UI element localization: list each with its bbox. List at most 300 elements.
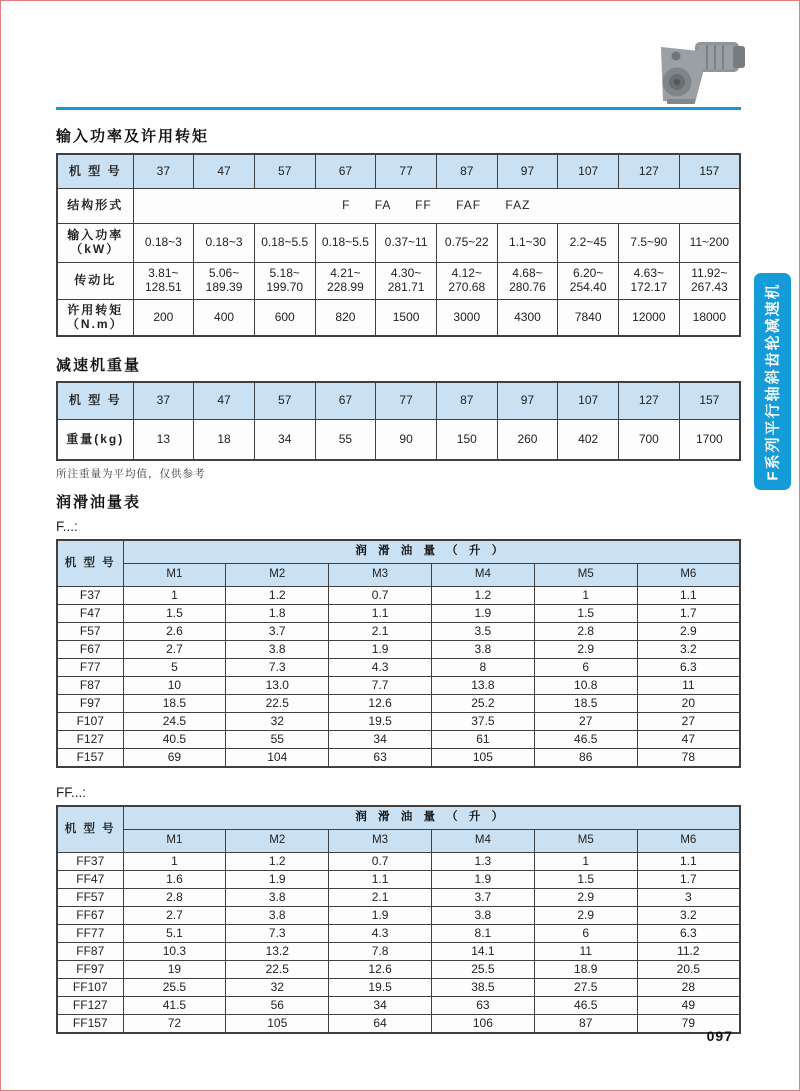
weight-value-cell: 260 [497,420,558,461]
ratio-value-cell [254,263,315,300]
page-content [56,107,741,1034]
torque-value-cell: 12000 [619,300,680,337]
oil-value-cell: 47 [637,731,740,749]
oil-value-cell: 19.5 [329,979,432,997]
weight-value-cell: 90 [376,420,437,461]
table-row [57,605,740,623]
table-row [57,623,740,641]
model-number-cell: 77 [376,382,437,420]
oil-value-cell: 7.8 [329,943,432,961]
oil-value-cell: 2.9 [534,889,637,907]
model-cell: F107 [57,713,123,731]
oil-value-cell: 2.9 [637,623,740,641]
model-cell: F87 [57,677,123,695]
oil-value-cell: 61 [431,731,534,749]
table-row-ratio [57,263,740,300]
oil-value-cell: 1.3 [431,853,534,871]
oil-value-cell: 22.5 [226,695,329,713]
oil-value-cell: 105 [226,1015,329,1034]
oil-value-cell: 79 [637,1015,740,1034]
oil-value-cell: 1.2 [226,853,329,871]
m-header-cell: M1 [123,564,226,587]
ratio-value-cell [133,263,194,300]
oil-value-cell: 7.3 [226,925,329,943]
oil-value-cell: 1.5 [534,605,637,623]
table-row-weight [57,420,740,461]
model-number-cell: 87 [436,154,497,189]
model-cell: FF37 [57,853,123,871]
torque-value-cell: 200 [133,300,194,337]
page-number: 097 [706,1028,733,1044]
oil-value-cell: 3.7 [431,889,534,907]
power-value-cell: 1.1~30 [497,224,558,263]
ff-series-label: FF...: [56,785,86,800]
oil-value-cell: 27 [637,713,740,731]
section-title-power-torque: 输入功率及许用转矩 [56,128,210,145]
model-number-cell: 97 [497,154,558,189]
table-row [57,731,740,749]
table-row-m-headers [57,830,740,853]
model-cell: F77 [57,659,123,677]
oil-value-cell: 2.6 [123,623,226,641]
model-number-cell: 47 [194,382,255,420]
oil-value-cell: 3.8 [431,907,534,925]
table-row [57,925,740,943]
weight-value-cell: 18 [194,420,255,461]
model-header-cell: 机 型 号 [57,382,133,420]
oil-value-cell: 20.5 [637,961,740,979]
oil-value-cell: 34 [329,731,432,749]
oil-value-cell: 12.6 [329,695,432,713]
model-cell: FF87 [57,943,123,961]
model-cell: FF67 [57,907,123,925]
table-row-oil-header [57,540,740,564]
ff-oil-table [56,805,741,1034]
model-cell: F47 [57,605,123,623]
oil-value-cell: 3.5 [431,623,534,641]
oil-value-cell: 2.7 [123,641,226,659]
oil-value-cell: 18.9 [534,961,637,979]
cell-line: （N.m） [66,316,124,331]
header-divider-line [56,107,741,110]
oil-value-cell: 25.2 [431,695,534,713]
oil-value-cell: 37.5 [431,713,534,731]
oil-value-cell: 1.1 [637,853,740,871]
oil-value-cell: 1.1 [329,871,432,889]
oil-value-cell: 13.2 [226,943,329,961]
model-header-cell: 机 型 号 [57,540,123,587]
oil-value-cell: 18.5 [534,695,637,713]
model-number-cell: 157 [679,154,740,189]
oil-value-cell: 1.7 [637,871,740,889]
torque-value-cell: 400 [194,300,255,337]
torque-value-cell: 600 [254,300,315,337]
model-number-cell: 37 [133,154,194,189]
oil-value-cell: 13.0 [226,677,329,695]
model-number-cell: 107 [558,382,619,420]
cell-line: 267.43 [690,280,728,294]
structure-value-cell: F FA FF FAF FAZ [133,189,740,224]
oil-value-cell: 6.3 [637,925,740,943]
oil-value-cell: 34 [329,997,432,1015]
power-value-cell: 11~200 [679,224,740,263]
power-torque-table-body [57,154,740,336]
table-row [57,659,740,677]
cell-line: 许用转矩 [67,302,124,317]
oil-value-cell: 2.1 [329,889,432,907]
gear-reducer-product-image [651,35,749,107]
oil-value-cell: 41.5 [123,997,226,1015]
oil-value-cell: 106 [431,1015,534,1034]
oil-value-cell: 18.5 [123,695,226,713]
torque-value-cell: 3000 [436,300,497,337]
model-header-cell: 机 型 号 [57,154,133,189]
m-header-cell: M6 [637,830,740,853]
power-value-cell: 0.75~22 [436,224,497,263]
model-cell: FF57 [57,889,123,907]
table-row-oil-header [57,806,740,830]
model-number-cell: 57 [254,382,315,420]
model-cell: F97 [57,695,123,713]
oil-value-cell: 3.2 [637,641,740,659]
oil-value-cell: 1.5 [123,605,226,623]
table-row [57,943,740,961]
model-cell: FF107 [57,979,123,997]
oil-value-cell: 1.5 [534,871,637,889]
model-cell: F37 [57,587,123,605]
oil-value-cell: 1 [534,587,637,605]
model-number-cell: 97 [497,382,558,420]
model-cell: F67 [57,641,123,659]
oil-value-cell: 10 [123,677,226,695]
oil-value-cell: 1.2 [431,587,534,605]
oil-value-cell: 2.8 [123,889,226,907]
weight-value-cell: 55 [315,420,376,461]
cell-line: 172.17 [630,280,668,294]
oil-value-cell: 12.6 [329,961,432,979]
m-header-cell: M3 [329,830,432,853]
power-value-cell: 7.5~90 [619,224,680,263]
oil-value-cell: 4.3 [329,659,432,677]
model-number-cell: 87 [436,382,497,420]
oil-value-cell: 72 [123,1015,226,1034]
power-value-cell: 0.18~5.5 [254,224,315,263]
oil-value-cell: 78 [637,749,740,768]
cell-line: 3.81~ [148,266,179,281]
table-row-structure [57,189,740,224]
ratio-value-cell [497,263,558,300]
power-label-cell [57,224,133,263]
torque-value-cell: 18000 [679,300,740,337]
f-oil-table-body [57,540,740,767]
model-number-cell: 127 [619,154,680,189]
table-row [57,587,740,605]
gear-reducer-illustration [651,35,749,107]
model-number-cell: 77 [376,154,437,189]
m-header-cell: M1 [123,830,226,853]
table-row [57,889,740,907]
oil-value-cell: 2.9 [534,641,637,659]
oil-value-cell: 19 [123,961,226,979]
oil-value-cell: 32 [226,713,329,731]
cell-line: 228.99 [327,280,364,294]
table-row [57,853,740,871]
oil-value-cell: 6.3 [637,659,740,677]
weight-label-cell: 重量(kg) [57,420,133,461]
oil-value-cell: 86 [534,749,637,768]
table-row-models [57,154,740,189]
weight-table-body [57,382,740,460]
model-header-cell: 机 型 号 [57,806,123,853]
oil-value-cell: 8 [431,659,534,677]
oil-value-cell: 1 [123,587,226,605]
oil-value-cell: 3.8 [226,889,329,907]
ratio-value-cell [558,263,619,300]
cell-line: 6.20~ [572,266,604,281]
ratio-value-cell [436,263,497,300]
oil-value-cell: 1 [123,853,226,871]
m-header-cell: M5 [534,830,637,853]
torque-value-cell: 1500 [376,300,437,337]
model-number-cell: 37 [133,382,194,420]
oil-value-cell: 0.7 [329,587,432,605]
m-header-cell: M4 [431,564,534,587]
model-cell: FF97 [57,961,123,979]
oil-value-cell: 10.3 [123,943,226,961]
oil-value-cell: 2.8 [534,623,637,641]
m-header-cell: M2 [226,830,329,853]
weight-value-cell: 34 [254,420,315,461]
oil-value-cell: 3.8 [431,641,534,659]
table-row-torque [57,300,740,337]
oil-value-cell: 32 [226,979,329,997]
torque-value-cell: 820 [315,300,376,337]
ratio-value-cell [376,263,437,300]
cell-line: 5.18~ [269,266,300,281]
oil-value-cell: 3.8 [226,907,329,925]
cell-line: 128.51 [144,280,182,294]
power-value-cell: 0.37~11 [376,224,437,263]
torque-value-cell: 4300 [497,300,558,337]
oil-value-cell: 14.1 [431,943,534,961]
oil-value-cell: 55 [226,731,329,749]
torque-label-cell [57,300,133,337]
model-cell: F157 [57,749,123,768]
oil-value-cell: 1.9 [329,641,432,659]
oil-value-cell: 1.8 [226,605,329,623]
structure-label-cell: 结构形式 [57,189,133,224]
cell-line: 270.68 [448,280,486,294]
oil-value-cell: 49 [637,997,740,1015]
oil-value-cell: 63 [329,749,432,768]
section-title-weight: 减速机重量 [56,357,142,374]
model-number-cell: 67 [315,154,376,189]
section-title-oil: 润滑油量表 [56,494,142,511]
power-value-cell: 2.2~45 [558,224,619,263]
power-value-cell: 0.18~3 [133,224,194,263]
model-cell: FF157 [57,1015,123,1034]
table-row-input-power [57,224,740,263]
ratio-value-cell [315,263,376,300]
oil-value-cell: 19.5 [329,713,432,731]
model-number-cell: 127 [619,382,680,420]
model-cell: F127 [57,731,123,749]
oil-value-cell: 3.8 [226,641,329,659]
table-row [57,641,740,659]
torque-value-cell: 7840 [558,300,619,337]
oil-value-cell: 2.9 [534,907,637,925]
cell-line: （kW） [70,242,121,256]
model-cell: FF77 [57,925,123,943]
cell-line: 189.39 [205,280,243,294]
oil-value-cell: 104 [226,749,329,768]
oil-value-cell: 1.9 [431,605,534,623]
oil-value-cell: 64 [329,1015,432,1034]
oil-value-cell: 24.5 [123,713,226,731]
oil-value-cell: 46.5 [534,731,637,749]
oil-value-cell: 46.5 [534,997,637,1015]
oil-value-cell: 3.2 [637,907,740,925]
oil-value-cell: 105 [431,749,534,768]
table-row [57,907,740,925]
cell-line: 4.63~ [633,266,665,281]
table-row [57,871,740,889]
oil-value-cell: 40.5 [123,731,226,749]
model-number-cell: 57 [254,154,315,189]
cell-line: 280.76 [509,280,546,294]
oil-value-cell: 69 [123,749,226,768]
model-number-cell: 47 [194,154,255,189]
cell-line: 4.12~ [451,266,482,281]
oil-value-cell: 2.7 [123,907,226,925]
oil-value-cell: 1.6 [123,871,226,889]
cell-line: 5.06~ [208,266,240,281]
ratio-value-cell [194,263,255,300]
oil-value-cell: 27.5 [534,979,637,997]
table-row [57,979,740,997]
oil-value-cell: 25.5 [123,979,226,997]
oil-value-cell: 11.2 [637,943,740,961]
table-row [57,713,740,731]
cell-line: 4.30~ [390,266,422,281]
oil-value-cell: 22.5 [226,961,329,979]
oil-value-cell: 7.7 [329,677,432,695]
ratio-value-cell [619,263,680,300]
oil-value-cell: 10.8 [534,677,637,695]
table-row [57,749,740,768]
oil-value-cell: 25.5 [431,961,534,979]
m-header-cell: M5 [534,564,637,587]
m-header-cell: M3 [329,564,432,587]
oil-value-cell: 1.7 [637,605,740,623]
model-cell: FF47 [57,871,123,889]
cell-line: 4.21~ [330,266,361,281]
m-header-cell: M4 [431,830,534,853]
oil-value-cell: 6 [534,925,637,943]
model-cell: F57 [57,623,123,641]
weight-table [56,381,741,461]
cell-line: 199.70 [266,280,304,294]
oil-value-cell: 1.9 [431,871,534,889]
oil-value-cell: 28 [637,979,740,997]
cell-line: 254.40 [569,280,607,294]
oil-value-cell: 7.3 [226,659,329,677]
model-number-cell: 157 [679,382,740,420]
oil-quantity-header-cell: 润 滑 油 量 （ 升 ） [123,806,740,830]
table-row [57,677,740,695]
cell-line: 4.68~ [512,266,543,281]
weight-value-cell: 700 [619,420,680,461]
table-row [57,695,740,713]
ratio-value-cell [679,263,740,300]
model-number-cell: 107 [558,154,619,189]
oil-value-cell: 1.1 [329,605,432,623]
power-value-cell: 0.18~5.5 [315,224,376,263]
weight-value-cell: 1700 [679,420,740,461]
oil-value-cell: 5 [123,659,226,677]
f-oil-table [56,539,741,768]
power-torque-table [56,153,741,337]
oil-value-cell: 56 [226,997,329,1015]
oil-value-cell: 13.8 [431,677,534,695]
oil-value-cell: 11 [637,677,740,695]
f-series-label: F...: [56,519,78,534]
oil-value-cell: 87 [534,1015,637,1034]
oil-value-cell: 6 [534,659,637,677]
table-row [57,961,740,979]
table-row [57,997,740,1015]
oil-value-cell: 8.1 [431,925,534,943]
weight-value-cell: 402 [558,420,619,461]
oil-value-cell: 1.1 [637,587,740,605]
table-row [57,1015,740,1034]
weight-value-cell: 150 [436,420,497,461]
oil-value-cell: 1 [534,853,637,871]
cell-line: 281.71 [387,280,425,294]
oil-value-cell: 1.2 [226,587,329,605]
oil-value-cell: 11 [534,943,637,961]
ratio-label-cell: 传动比 [57,263,133,300]
oil-value-cell: 1.9 [226,871,329,889]
weight-footnote: 所注重量为平均值，仅供参考 [56,468,206,480]
oil-value-cell: 4.3 [329,925,432,943]
series-side-tab [754,273,791,490]
oil-value-cell: 5.1 [123,925,226,943]
oil-value-cell: 20 [637,695,740,713]
table-row-m-headers [57,564,740,587]
m-header-cell: M2 [226,564,329,587]
series-side-tab-label: F系列平行轴斜齿轮减速机 [765,282,783,481]
cell-line: 输入功率 [67,228,124,243]
oil-value-cell: 3.7 [226,623,329,641]
oil-quantity-header-cell: 润 滑 油 量 （ 升 ） [123,540,740,564]
table-row-models [57,382,740,420]
oil-value-cell: 3 [637,889,740,907]
m-header-cell: M6 [637,564,740,587]
oil-value-cell: 63 [431,997,534,1015]
ff-oil-table-body [57,806,740,1033]
oil-value-cell: 2.1 [329,623,432,641]
weight-value-cell: 13 [133,420,194,461]
oil-value-cell: 38.5 [431,979,534,997]
model-number-cell: 67 [315,382,376,420]
oil-value-cell: 27 [534,713,637,731]
power-value-cell: 0.18~3 [194,224,255,263]
oil-value-cell: 1.9 [329,907,432,925]
model-cell: FF127 [57,997,123,1015]
cell-line: 11.92~ [691,266,728,281]
oil-value-cell: 0.7 [329,853,432,871]
